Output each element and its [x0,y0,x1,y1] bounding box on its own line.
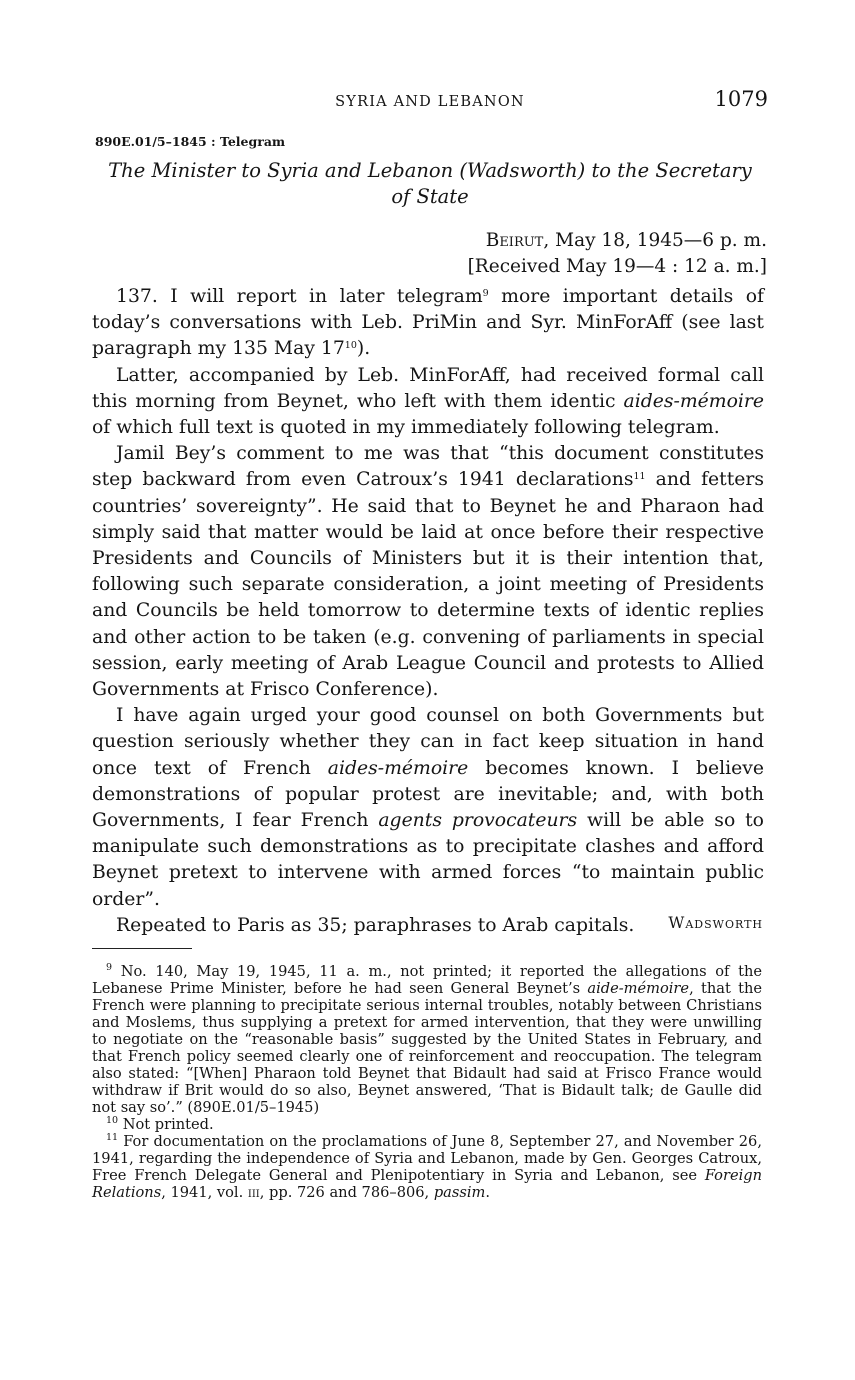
fn11-text-a: For documentation on the proclamations of June 8, September 27, and November 26, 1941, regarding the independence of Syria and Lebanon, made by Gen. Georges Catroux, Free French Delegate General and Plenipotentiary in Syria and Lebanon, see [92,1133,762,1184]
fn11-text-b: , 1941, vol. [161,1184,248,1201]
fn10-text: Not printed. [118,1116,214,1133]
footnote-ref-11: 11 [633,471,646,483]
footnote-ref-10: 10 [344,340,357,352]
running-head: SYRIA AND LEBANON [335,94,525,110]
title-line-1: The Minister to Syria and Lebanon (Wadsworth) to the Secretary [108,159,752,182]
p2-text-b: of which full text is quoted in my immediately following telegram. [92,417,720,439]
p4-text-a: I have again urged your good counsel on both Governments but question seriously whether they can in fact keep situation in hand once text of French [92,705,764,779]
page-number: 1079 [714,87,768,111]
paragraph-2 [92,363,764,442]
p1-text-b: more important details of today’s conversations with Leb. PriMin and Syr. MinForAff (see last paragraph my 135 May 17 [92,286,764,360]
p3-text-a: Jamil Bey’s comment to me was that “this document constitutes step backward from even Catroux’s 1941 declarations [92,443,764,491]
fn11-italic-2: passim [433,1184,486,1201]
p4-italic-1: aides-mémoire [327,757,469,779]
dateline-date: , May 18, 1945—6 p. m. [543,230,767,251]
dateline-place: Beirut [485,230,544,251]
fn9-italic: aide-mémoire [587,980,690,997]
p1-text-c: ). [356,338,371,360]
p4-text-c: will be able so to manipulate such demonstrations as to precipitate clashes and afford Beynet pretext to intervene with armed forces “to maintain public order”. [92,810,764,910]
paragraph-4 [92,703,764,913]
fn9-text-b: , that the French were planning to precipitate serious internal troubles, notably between Christians and Moslems, thus supplying a pretext for armed intervention, that they were unwilling to negotiate on the “reasonable basis” suggested by the United States in February, and that French policy seemed clearly one of reinforcement and reoccupation. The telegram also stated: “[When] Pharaon told Beynet that Bidault had said at Frisco France would withdraw if Brit would do so also, Beynet answered, ‘That is Bidault talk; de Gaulle did not say so’.” (890E.01/5–1945) [92,980,762,1116]
dateline [486,228,767,254]
fn11-italic-1: Foreign Relations [92,1167,762,1201]
telegram-body [92,284,764,939]
p4-text-b: becomes known. I believe demonstrations of popular protest are inevitable; and, with both Governments, I fear French [92,757,764,832]
file-reference: 890E.01/5–1845 : Telegram [95,134,286,149]
document-title [92,158,768,210]
footnote-10-number: 10 [106,1115,119,1126]
footnote-divider [92,948,192,949]
fn11-text-c: , pp. 726 and 786–806, [259,1184,434,1201]
footnote-11-number: 11 [106,1132,119,1143]
footnote-10 [92,1116,762,1133]
p1-text-a: 137. I will report in later telegram [116,286,483,307]
footnotes [92,963,762,1201]
p4-italic-2: agents provocateurs [378,810,578,832]
footnote-9 [92,963,762,1116]
p2-text-a: Latter, accompanied by Leb. MinForAff, had received formal call this morning from Beynet, who left with them identic [92,364,764,412]
fn11-text-d: . [485,1184,491,1201]
fn9-text-a: No. 140, May 19, 1945, 11 a. m., not printed; it reported the allegations of the Lebanese Prime Minister, before he had seen General Beynet’s [92,963,762,997]
footnote-9-number: 9 [106,962,113,973]
footnote-ref-9: 9 [482,288,489,299]
footnote-11 [92,1133,762,1201]
fn11-volume: iii [247,1184,260,1201]
title-line-2: of State [391,185,469,208]
received-line: [Received May 19—4 : 12 a. m.] [467,256,767,277]
paragraph-1 [92,284,764,363]
paragraph-5: Repeated to Paris as 35; paraphrases to Arab capitals. [116,914,635,936]
page-header [92,87,768,114]
paragraph-3 [92,441,764,703]
p2-italic: aides-mémoire [623,390,764,412]
p3-text-b: and fetters countries’ sovereignty”. He said that to Beynet he and Pharaon had simply said that matter would be laid at once before their respective Presidents and Councils of Ministers but it is their intention that, following such separate consideration, a joint meeting of Presidents and Councils be held tomorrow to determine texts of identic replies and other action to be taken (e.g. convening of parliaments in special session, early meeting of Arab League Council and protests to Allied Governments at Frisco Conference). [92,469,765,701]
signature: Wadsworth [668,914,763,932]
